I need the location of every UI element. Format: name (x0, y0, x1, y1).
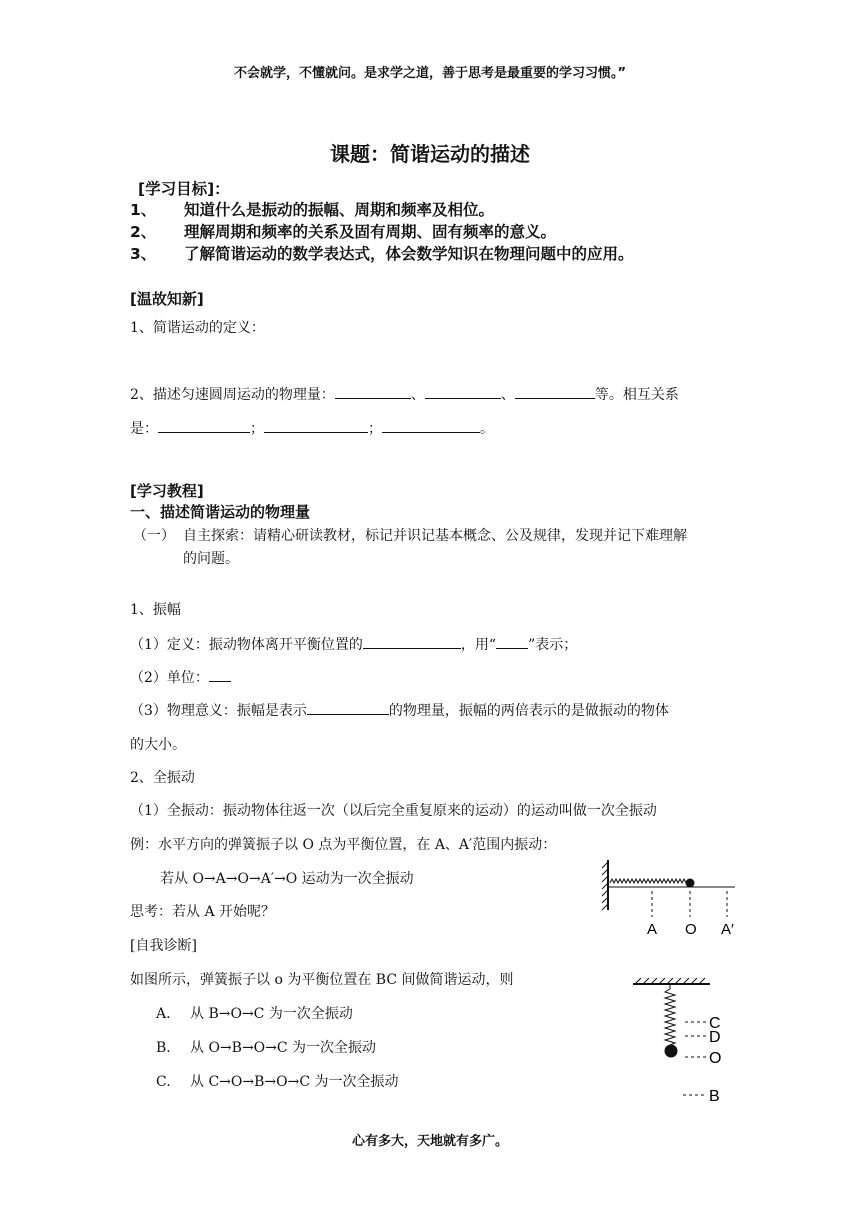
answer-blank[interactable] (382, 418, 480, 433)
question-text: ”表示； (528, 637, 578, 653)
label-a-prime: A′ (721, 921, 734, 938)
objective-number: 3、 (130, 245, 157, 263)
option-c[interactable] (156, 1071, 399, 1091)
diagnosis-heading: [自我诊断] (130, 938, 197, 954)
option-letter: B. (156, 1040, 171, 1056)
objective-item (130, 198, 494, 220)
amplitude-heading: 1、振幅 (130, 602, 181, 618)
objective-item (130, 242, 634, 264)
option-letter: A. (156, 1006, 171, 1022)
option-text: 从 B→O→C 为一次全振动 (190, 1006, 353, 1022)
question-text: 2、描述匀速圆周运动的物理量： (130, 387, 335, 403)
objective-text: 知道什么是振动的振幅、周期和频率及相位。 (184, 201, 495, 219)
review-question-1: 1、简谐运动的定义： (130, 320, 265, 336)
option-letter: C. (156, 1074, 171, 1090)
tutorial-heading: [学习教程] (130, 482, 204, 500)
objective-number: 2、 (130, 223, 157, 241)
option-b[interactable] (156, 1037, 376, 1057)
full-vibration-example: 例：水平方向的弹簧振子以 O 点为平衡位置，在 A、A′范围内振动： (130, 837, 557, 853)
answer-blank[interactable] (307, 700, 389, 715)
review-heading: [温故知新] (130, 290, 204, 308)
question-text: （1）定义：振动物体离开平衡位置的 (130, 637, 363, 653)
wall-icon (602, 860, 608, 910)
amplitude-meaning (130, 700, 669, 720)
review-question-2 (130, 384, 679, 404)
option-a[interactable] (156, 1003, 353, 1023)
separator: 、 (500, 387, 515, 403)
question-text: （2）单位： (130, 670, 209, 686)
diagnosis-question: 如图所示，弹簧振子以 o 为平衡位置在 BC 间做简谐运动，则 (130, 972, 514, 988)
part-one-heading: 一、描述简谐运动的物理量 (130, 503, 311, 521)
page-header: 不会就学，不懂就问。是求学之道，善于思考是最重要的学习习惯。” (233, 66, 627, 81)
objectives-heading: [学习目标]： (138, 180, 230, 198)
answer-blank[interactable] (264, 418, 368, 433)
full-vibration-heading: 2、全振动 (130, 770, 195, 786)
separator: ； (368, 421, 382, 437)
answer-blank[interactable] (158, 418, 250, 433)
answer-blank[interactable] (496, 634, 528, 649)
label-o: O (685, 921, 697, 938)
label-a: A (647, 921, 658, 938)
label-o: O (709, 1050, 722, 1067)
horizontal-spring-figure (600, 855, 745, 940)
full-vibration-if: 若从 O→A→O→A′→O 运动为一次全振动 (160, 871, 414, 887)
label-d: D (709, 1029, 721, 1046)
ball-icon (686, 879, 695, 888)
label-b: B (709, 1088, 720, 1105)
objective-text: 了解简谐运动的数学表达式，体会数学知识在物理问题中的应用。 (184, 245, 634, 263)
full-vibration-think: 思考：若从 A 开始呢？ (130, 904, 276, 920)
spring-icon (665, 989, 675, 1045)
question-text: 等。相互关系 (594, 387, 679, 403)
question-text: （3）物理意义：振幅是表示 (130, 703, 307, 719)
objective-item (130, 220, 556, 242)
question-text: 的物理量，振幅的两倍表示的是做振动的物体 (388, 703, 669, 719)
ball-icon (665, 1045, 678, 1058)
review-question-2-relation (130, 418, 494, 438)
separator: 、 (410, 387, 425, 403)
answer-blank[interactable] (209, 667, 231, 682)
vertical-spring-figure (625, 975, 730, 1110)
question-text: ，用“ (460, 637, 497, 653)
objective-text: 理解周期和频率的关系及固有周期、固有频率的意义。 (184, 223, 557, 241)
option-text: 从 C→O→B→O→C 为一次全振动 (190, 1074, 399, 1090)
full-vibration-definition: （1）全振动：振动物体往返一次（以后完全重复原来的运动）的运动叫做一次全振动 (130, 803, 657, 819)
explore-text-line1: 自主探索：请精心研读教材，标记并识记基本概念、公及规律，发现并记下难理解 (183, 528, 687, 544)
explore-number: （一） (133, 528, 175, 544)
amplitude-meaning-cont: 的大小。 (130, 737, 186, 753)
separator: 。 (480, 421, 494, 437)
explore-text-line2: 的问题。 (183, 551, 239, 567)
objective-number: 1、 (130, 201, 157, 219)
separator: ； (250, 421, 264, 437)
label-c: C (709, 1015, 721, 1032)
amplitude-unit (130, 667, 231, 687)
option-text: 从 O→B→O→C 为一次全振动 (190, 1040, 377, 1056)
answer-blank[interactable] (515, 384, 595, 399)
answer-blank[interactable] (335, 384, 411, 399)
spring-icon (610, 879, 686, 883)
question-text: 是： (130, 421, 158, 437)
answer-blank[interactable] (425, 384, 501, 399)
page-title: 课题：简谐运动的描述 (330, 142, 530, 166)
amplitude-definition (130, 634, 577, 654)
answer-blank[interactable] (363, 634, 461, 649)
page-footer: 心有多大，天地就有多广。 (351, 1134, 508, 1149)
ceiling-icon (633, 978, 710, 984)
